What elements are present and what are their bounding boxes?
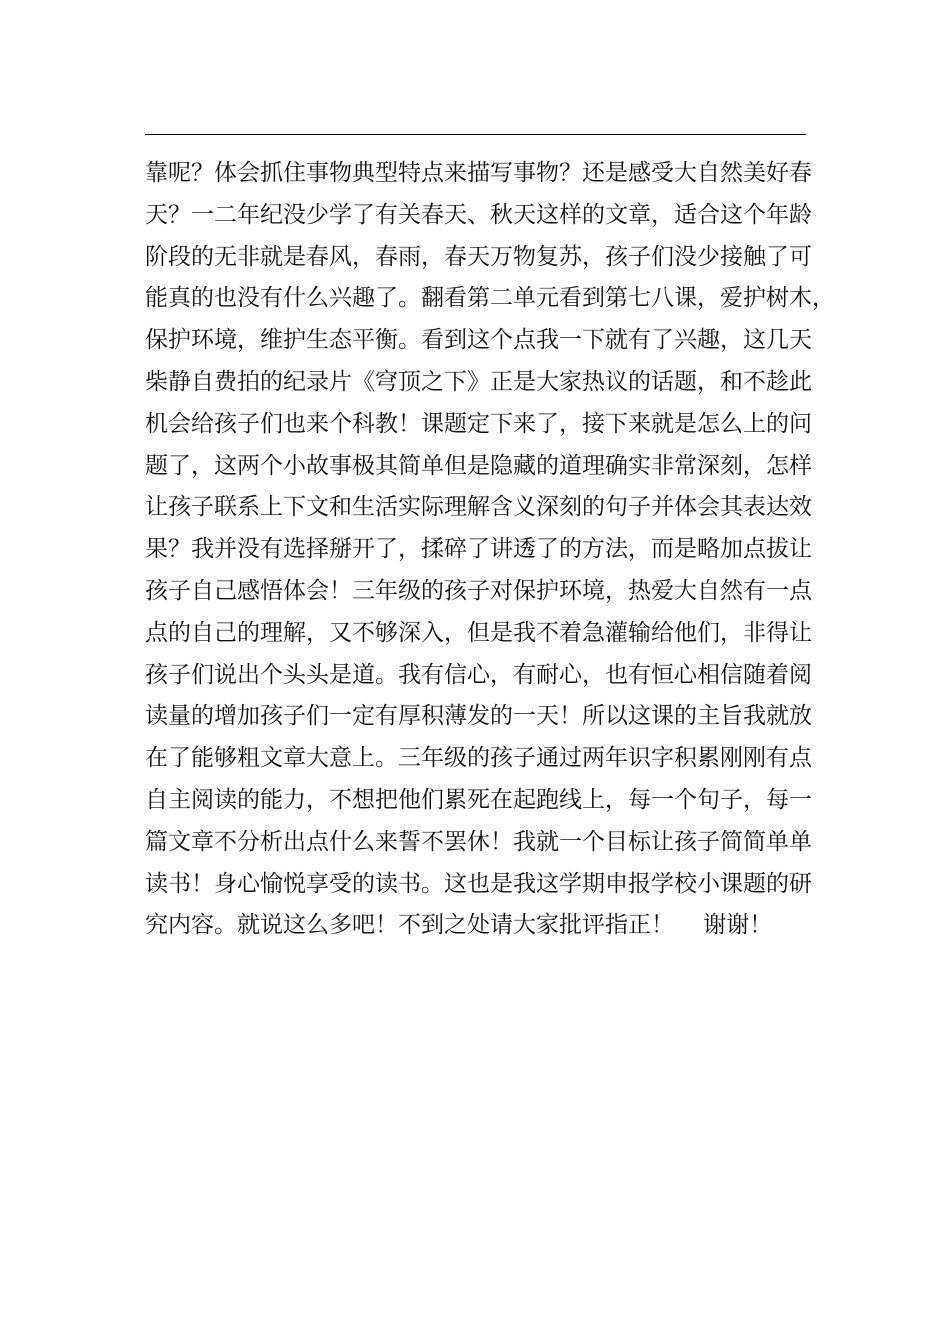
text-line: 究内容。就说这么多吧！不到之处请大家批评指正！ 谢谢！: [145, 912, 773, 939]
text-line: 保护环境，维护生态平衡。看到这个点我一下就有了兴趣，这几天: [145, 327, 812, 354]
text-line: 柴静自费拍的纪录片《穹顶之下》正是大家热议的话题，和不趁此: [145, 368, 812, 395]
text-line: 孩子自己感悟体会！三年级的孩子对保护环境，热爱大自然有一点: [145, 577, 812, 604]
text-line: 阶段的无非就是春风，春雨，春天万物复苏，孩子们没少接触了可: [145, 243, 812, 270]
text-line: 读量的增加孩子们一定有厚积薄发的一天！所以这课的主旨我就放: [145, 703, 812, 730]
text-line: 篇文章不分析出点什么来誓不罢休！我就一个目标让孩子简简单单: [145, 828, 812, 855]
text-line: 点的自己的理解，又不够深入，但是我不着急灌输给他们，非得让: [145, 619, 812, 646]
text-line: 让孩子联系上下文和生活实际理解含义深刻的句子并体会其表达效: [145, 494, 812, 521]
text-line: 读书！身心愉悦享受的读书。这也是我这学期申报学校小课题的研: [145, 870, 812, 897]
body-text: [145, 153, 835, 947]
text-line: 自主阅读的能力，不想把他们累死在起跑线上，每一个句子，每一: [145, 786, 812, 813]
text-line: 果？我并没有选择掰开了，揉碎了讲透了的方法，而是略加点拔让: [145, 536, 812, 563]
header-rule: [145, 134, 806, 135]
text-line: 孩子们说出个头头是道。我有信心，有耐心，也有恒心相信随着阅: [145, 661, 812, 688]
text-line: 机会给孩子们也来个科教！课题定下来了，接下来就是怎么上的问: [145, 410, 812, 437]
text-line: 天？一二年纪没少学了有关春天、秋天这样的文章，适合这个年龄: [145, 201, 812, 228]
text-line: 题了，这两个小故事极其简单但是隐藏的道理确实非常深刻，怎样: [145, 452, 812, 479]
text-line: 在了能够粗文章大意上。三年级的孩子通过两年识字积累刚刚有点: [145, 745, 812, 772]
text-line: 能真的也没有什么兴趣了。翻看第二单元看到第七八课，爱护树木，: [145, 285, 835, 312]
text-line: 靠呢？体会抓住事物典型特点来描写事物？还是感受大自然美好春: [145, 160, 812, 186]
